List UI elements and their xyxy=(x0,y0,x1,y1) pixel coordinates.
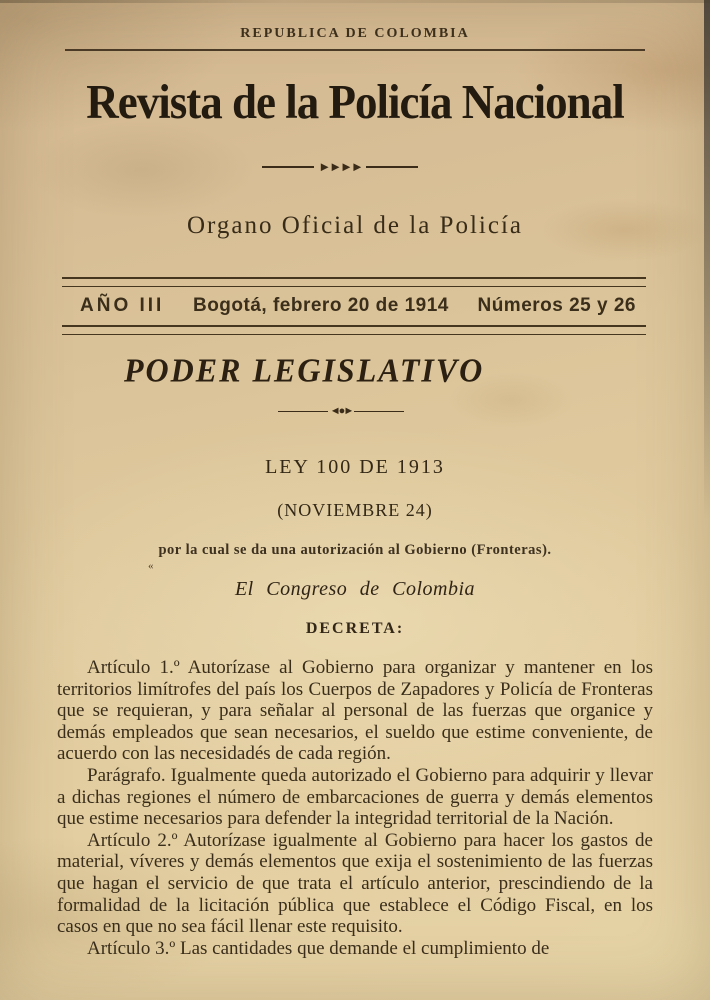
law-body xyxy=(57,657,653,959)
header-rule xyxy=(65,49,645,51)
page-edge-shadow-top xyxy=(0,0,710,3)
issue-date: Bogotá, febrero 20 de 1914 xyxy=(192,295,449,316)
diamond-arrows-icon: ◄●► xyxy=(329,405,353,417)
law-issuer: El Congreso de Colombia xyxy=(234,578,476,600)
divider-line xyxy=(278,411,328,413)
divider-line xyxy=(366,166,418,168)
law-title: LEY 100 DE 1913 xyxy=(265,456,445,478)
issue-numbers: Números 25 y 26 xyxy=(477,295,636,316)
divider-line xyxy=(262,166,314,168)
article-1-paragraph: Artículo 1.º Autorízase al Gobierno para organizar y mantener en los territorios limítrofes del país los Cuerpos de Zapadores y Policía de Fronteras que se requieran, y para señalar al personal de las fuerzas que organice y demás empleados que sean necesarios, el sueldo que estime conveniente, de acuerdo con las necesidadés de cada región. xyxy=(57,657,653,765)
article-2-paragraph: Artículo 2.º Autorízase igualmente al Gobierno para hacer los gastos de material, víveres y demás elementos que exija el sostenimiento de las fuerzas que hagan el servicio de que trata el artículo anterior, prescindiendo de la formalidad de la licitación pública que establece el Código Fiscal, en los casos en que no sea fácil llenar este requisito. xyxy=(57,829,653,938)
law-summary: por la cual se da una autorización al Gobierno (Fronteras). xyxy=(158,542,552,558)
masthead-divider xyxy=(262,160,418,173)
issue-bar-rule-bottom xyxy=(62,325,646,335)
paragrafo-paragraph: Parágrafo. Igualmente queda autorizado el Gobierno para adquirir y llevar a dichas regiones el número de embarcaciones de guerra y demás elementos que estime necesarios para defender la integridad territorial de la Nación. xyxy=(57,764,653,830)
ink-mark: « xyxy=(148,560,154,572)
article-3-paragraph: Artículo 3.º Las cantidades que demande el cumplimiento de xyxy=(87,937,550,959)
country-header: REPUBLICA DE COLOMBIA xyxy=(240,26,470,41)
issue-bar xyxy=(62,277,646,335)
issue-bar-rule-top xyxy=(62,277,646,287)
masthead-title: Revista de la Policía Nacional xyxy=(86,75,624,129)
law-date: (NOVIEMBRE 24) xyxy=(277,500,433,520)
section-divider xyxy=(278,406,404,417)
section-heading: PODER LEGISLATIVO xyxy=(124,351,485,389)
divider-line xyxy=(354,411,404,413)
arrow-right-icon: ►►►► xyxy=(318,159,362,174)
decree-label: DECRETA: xyxy=(305,620,405,637)
masthead-subtitle: Organo Oficial de la Policía xyxy=(186,212,523,239)
issue-year: AÑO III xyxy=(80,295,165,316)
